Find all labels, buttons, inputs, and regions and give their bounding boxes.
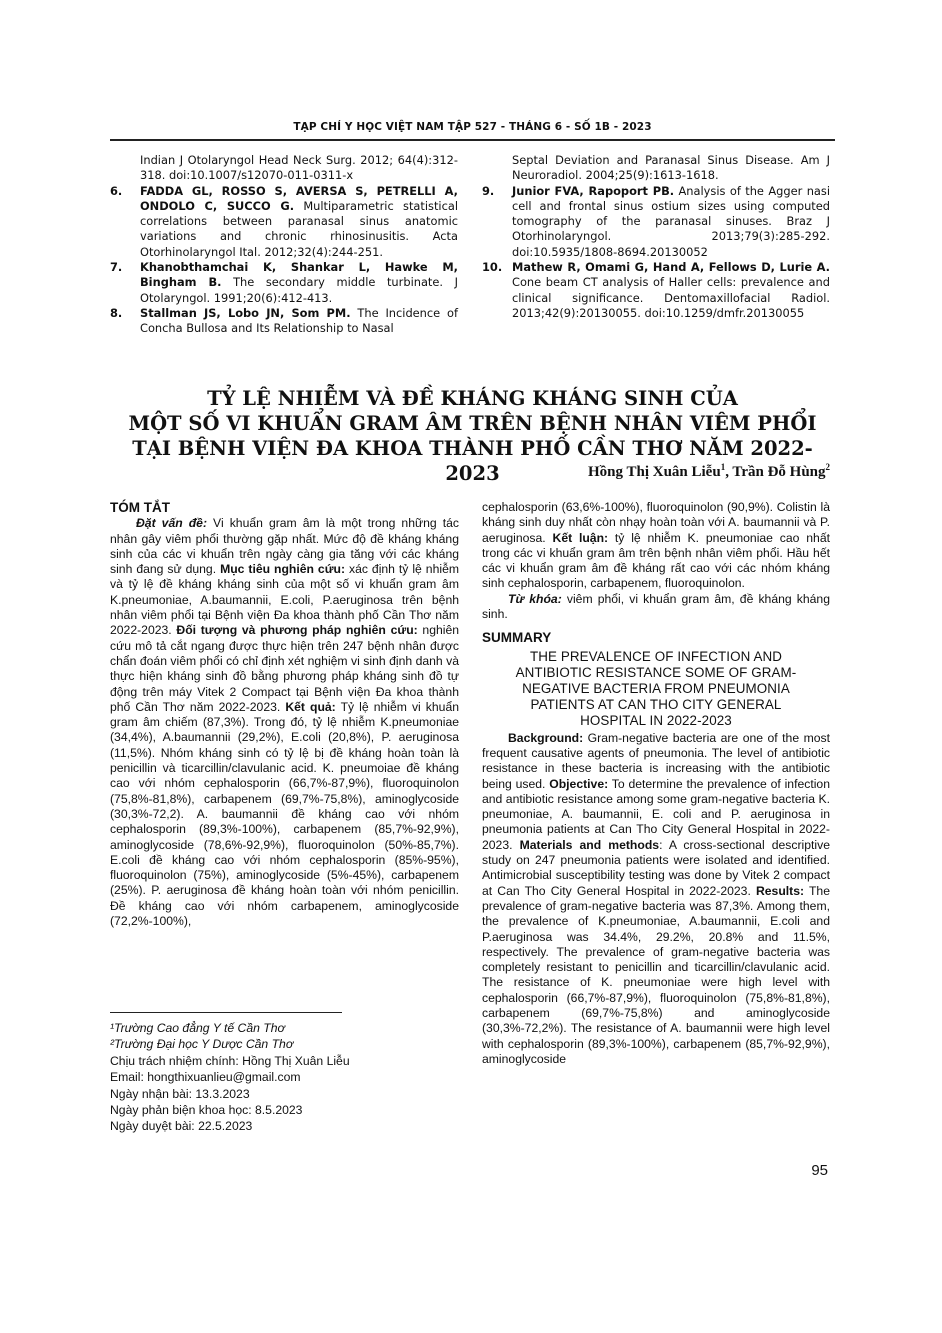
references-right	[482, 153, 830, 321]
reference-number: 10.	[482, 260, 503, 275]
abstract-paragraph	[482, 500, 830, 592]
keywords	[482, 592, 830, 623]
reference-text: Indian J Otolaryngol Head Neck Surg. 2012; 64(4):312-318. doi:10.1007/s12070-011-0311-x	[140, 153, 458, 183]
english-title-line: NEGATIVE BACTERIA FROM PNEUMONIA	[522, 680, 790, 696]
date-reviewed: Ngày phản biện khoa học: 8.5.2023	[110, 1103, 303, 1118]
reference-number: 7.	[110, 260, 123, 275]
affiliation-mark: 2	[825, 462, 830, 472]
title-line: TỶ LỆ NHIỄM VÀ ĐỀ KHÁNG KHÁNG SINH CỦA	[207, 387, 738, 410]
section-label: Materials and methods	[519, 837, 660, 852]
section-label: Kết quả:	[285, 699, 336, 714]
english-title-line: ANTIBIOTIC RESISTANCE SOME OF GRAM-	[515, 664, 797, 680]
reference-text: Septal Deviation and Paranasal Sinus Disease. Am J Neuroradiol. 2004;25(9):1613-1618.	[512, 153, 830, 183]
section-label: Objective:	[549, 776, 609, 791]
author-line	[588, 462, 830, 481]
english-title	[482, 649, 830, 729]
reference-number: 6.	[110, 183, 123, 198]
section-label: Results:	[755, 883, 805, 898]
english-title-line: THE PREVALENCE OF INFECTION AND	[529, 648, 783, 664]
reference-text: Cone beam CT analysis of Haller cells: prevalence and clinical significance. Dentomaxillofacial Radiol. 2013;42(9):20130055. doi:10.1259/dmfr.20130055	[512, 275, 830, 320]
footnote-rule	[110, 1012, 342, 1013]
keywords-text: viêm phổi, vi khuẩn gram âm, đề kháng kháng sinh.	[482, 591, 830, 622]
section-text: xác định tỷ lệ nhiễm và tỷ lệ đề kháng kháng sinh của một số vi khuẩn gram âm K.pneumoniae, A.baumannii, E.coli, P.aeruginosa trên bệnh nhân viêm phổi tại Bệnh viện Đa khoa thành phố Cần Thơ năm 2022-2023.	[110, 562, 459, 638]
reference-item	[482, 260, 830, 321]
reference-item	[482, 153, 830, 184]
reference-authors: FADDA GL, ROSSO S, AVERSA S, PETRELLI A, ONDOLO C, SUCCO G.	[140, 183, 458, 213]
corresponding-author: Chịu trách nhiệm chính: Hồng Thị Xuân Liễu	[110, 1053, 350, 1068]
references-left	[110, 153, 458, 337]
english-title-line: HOSPITAL IN 2022-2023	[580, 712, 732, 728]
reference-item	[110, 153, 458, 184]
reference-authors: Khanobthamchai K, Shankar L, Hawke M, Bingham B.	[140, 260, 458, 290]
author-separator: ,	[725, 464, 733, 480]
reference-item	[110, 184, 458, 260]
summary-heading: SUMMARY	[482, 630, 552, 646]
section-label: Đối tượng và phương pháp nghiên cứu:	[176, 623, 418, 638]
section-text: To determine the prevalence of infection and antibiotic resistance among some gram-negative bacteria K. pneumoniae, A. baumannii, E. coli and P. aeruginosa in pneumonia patients at Can Tho City General Hospital in 2022-2023.	[482, 776, 830, 852]
abstract-vi	[110, 500, 459, 929]
section-text: tỷ lệ nhiễm K. pneumoniae cao nhất trong các vi khuẩn gram âm trên bệnh nhân viêm phổi. Hầu hết các vi khuẩn gram âm đề kháng rất cao với các nhóm kháng sinh cephalosporin, carbapenem, fluoroquinolon.	[482, 530, 830, 591]
section-text: : A cross-sectional descriptive study on 247 pneumonia patients were isolated and identified. Antimicrobial susceptibility testing was done by Vitek 2 compact at Can Tho City General Hospital in 2022-2023.	[482, 837, 831, 898]
journal-header: TẠP CHÍ Y HỌC VIỆT NAM TẬP 527 - THÁNG 6 - SỐ 1B - 2023	[293, 121, 652, 133]
date-received: Ngày nhận bài: 13.3.2023	[110, 1086, 250, 1101]
abstract-paragraph	[482, 731, 830, 1068]
reference-item	[482, 184, 830, 260]
reference-number: 9.	[482, 183, 495, 198]
reference-item	[110, 260, 458, 306]
section-label: Mục tiêu nghiên cứu:	[220, 562, 346, 577]
reference-number: 8.	[110, 305, 123, 320]
reference-item	[110, 306, 458, 337]
contact-email: Email: hongthixuanlieu@gmail.com	[110, 1070, 301, 1085]
footnotes	[110, 1020, 459, 1135]
author-name: Hồng Thị Xuân Liễu	[587, 464, 721, 480]
affiliation-1: ¹Trường Cao đẳng Y tế Cần Thơ	[110, 1021, 285, 1035]
reference-text: Multiparametric statistical correlations between paranasal sinus anatomic variations and chronic rhinosinusitis. Acta Otorhinolaryngol Ital. 2012;32(4):244-251.	[140, 198, 458, 259]
section-label: Đặt vấn đề:	[136, 516, 207, 531]
keywords-label: Từ khóa:	[508, 591, 562, 606]
section-label: Background:	[508, 730, 584, 745]
abstract-continued	[482, 500, 830, 1067]
reference-authors: Stallman JS, Lobo JN, Som PM.	[140, 305, 351, 320]
section-text: Tỷ lệ nhiễm vi khuẩn gram âm chiếm (87,3%). Trong đó, tỷ lệ nhiễm K.pneumoniae (34,4%), A.baumannii (29,2%), E.coli (20,8%), P. aeruginosa (11,5%). Nhóm kháng sinh có tỷ lệ bị đề kháng hoàn toàn là penicillin và ticarcillin/clavulanic acid. K. pneumoiae đề kháng cao với nhóm cephalosporin (66,7%-87,9%), fluoroquinolon (75,8%-81,8%), carbapenem (69,7%-75,8%), aminoglycoside (30,3%-72,2). A. baumannii đề kháng cao với nhóm cephalosporin (89,3%-100%), carbapenem (85,7%-92,9%), aminoglycoside (78,6%-92,9%), fluoroquinolon (50%-85,7%). E.coli đề kháng cao với nhóm cephalosporin (85%-95%), fluoroquinolon (75%), aminoglycoside (5%-45%), carbapenem (25%). P. aeruginosa đề kháng hoàn toàn với nhóm penicillin. Đề kháng cao với nhóm carbapenem, aminoglycoside (72,2%-100%),	[110, 699, 460, 929]
reference-authors: Junior FVA, Rapoport PB.	[512, 183, 675, 198]
section-text: nghiên cứu mô tả cắt ngang được thực hiện trên 247 bệnh nhân được chẩn đoán viêm phổi có chỉ định xét nghiệm vi sinh định danh và thực hiện kháng sinh đồ bằng phương pháp kháng sinh đồ tự động trên máy Vitek 2 Compact tại Bệnh viện Đa khoa thành phố Cần Thơ năm 2022-2023.	[110, 623, 460, 714]
section-text: Vi khuẩn gram âm là một trong những tác nhân gây viêm phổi thường gặp nhất. Mức độ đề kháng kháng sinh của các vi khuẩn trên ngày càng gia tăng với các kháng sinh đang sử dụng.	[110, 516, 459, 577]
abstract-paragraph	[110, 516, 459, 929]
title-line: MỘT SỐ VI KHUẨN GRAM ÂM TRÊN BỆNH NHÂN VIÊM PHỔI	[128, 412, 817, 435]
title-line: TẠI BỆNH VIỆN ĐA KHOA THÀNH PHỐ CẦN THƠ NĂM 2022-2023	[132, 437, 813, 485]
affiliation-mark: 1	[720, 462, 726, 472]
abstract-heading: TÓM TẮT	[110, 500, 170, 515]
affiliation-2: ²Trường Đại học Y Dược Cần Thơ	[110, 1037, 294, 1052]
english-title-line: PATIENTS AT CAN THO CITY GENERAL	[530, 696, 782, 712]
reference-text: Analysis of the Agger nasi cell and frontal sinus ostium sizes using computed tomography of the paranasal sinuses. Braz J Otorhinolaryngol. 2013;79(3):285-292. doi:10.5935/1808-8694.20130052	[512, 183, 830, 259]
reference-authors: Mathew R, Omami G, Hand A, Fellows D, Lurie A.	[512, 260, 830, 275]
reference-text: The Incidence of Concha Bullosa and Its Relationship to Nasal	[140, 305, 458, 336]
date-accepted: Ngày duyệt bài: 22.5.2023	[110, 1119, 253, 1134]
author-name: Trần Đỗ Hùng	[732, 464, 826, 480]
section-label: Kết luận:	[552, 530, 609, 545]
reference-text: The secondary middle turbinate. J Otolaryngol. 1991;20(6):412-413.	[140, 275, 458, 305]
header-rule	[110, 139, 835, 141]
section-text: The prevalence of gram-negative bacteria was 87,3%. Among them, the prevalence of K.pneumoniae, A.baumannii, E.coli and P.aeruginosa was 34.4%, 29.2%, 20.8% and 11.5%, respectively. The prevalence of gram-negative bacteria was completely resistant to penicillin and ticarcillin/clavulanic acid. The resistance of K. pneumoniae were high level with cephalosporin (66,7%-87,9%), fluoroquinolon (75,8%-81,8%), carbapenem (69,7%-75,8%) and aminoglycoside (30,3%-72,2%). The resistance of A. baumannii were high level with cephalosporin (89,3%-100%), carbapenem (85,7%-92,9%), aminoglycoside	[482, 883, 830, 1066]
section-text: Gram-negative bacteria are one of the most frequent causative agents of pneumonia. The level of antibiotic resistance in these bacteria is increasing with the antibiotic being used.	[482, 730, 830, 791]
page-number: 95	[811, 1162, 828, 1179]
section-text: cephalosporin (63,6%-100%), fluoroquinolon (90,9%). Colistin là kháng sinh duy nhất còn nhạy hoàn toàn với A. baumannii và P. aeruginosa.	[482, 500, 830, 545]
